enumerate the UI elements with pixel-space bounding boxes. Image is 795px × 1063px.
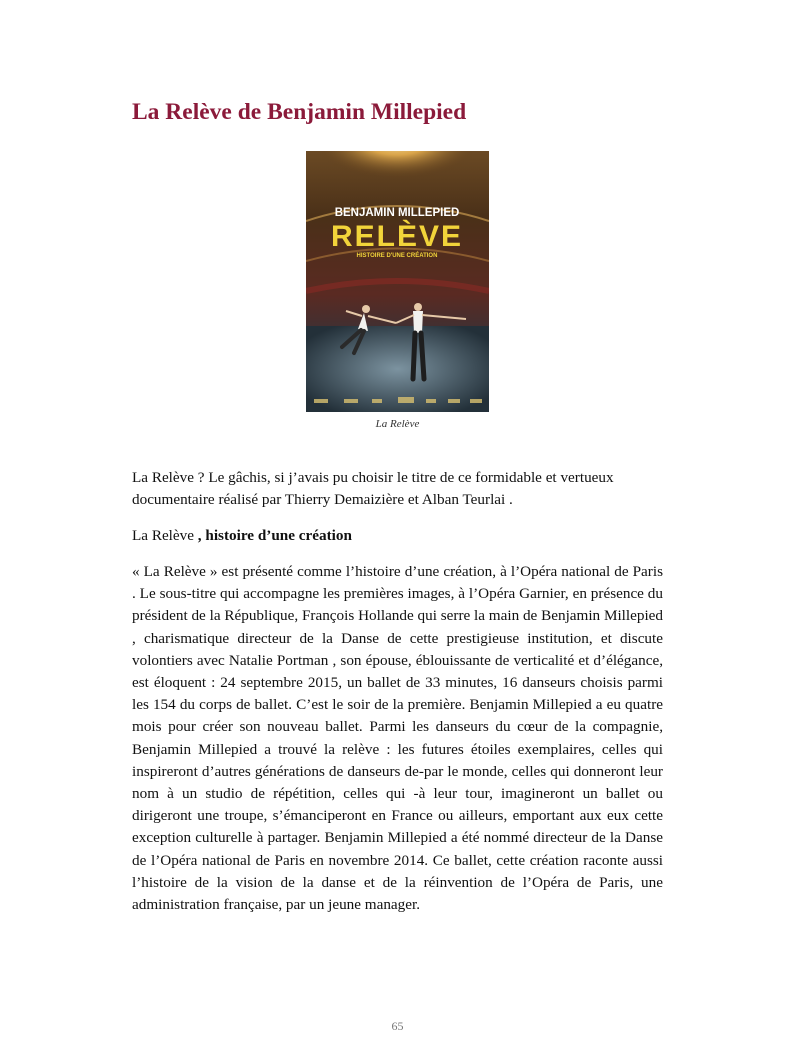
poster-director-text: BENJAMIN MILLEPIED	[334, 207, 460, 219]
film-poster-image	[306, 151, 489, 412]
poster-caption: La Relève	[375, 418, 420, 430]
page-title: La Relève de Benjamin Millepied	[132, 99, 467, 125]
poster-subtitle-text: HISTOIRE D'UNE CRÉATION	[356, 253, 438, 259]
page-number: 65	[391, 1019, 404, 1033]
section-heading-plain: La Relève	[132, 527, 198, 544]
section-heading	[132, 525, 663, 547]
paragraph-intro: La Relève ? Le gâchis, si j’avais pu choisir le titre de ce formidable et vertueux documentaire réalisé par Thierry Demaizière et Alban Teurlai .	[132, 469, 614, 509]
section-heading-bold: , histoire d’une création	[197, 527, 352, 544]
paragraph-body: « La Relève » est présenté comme l’histoire d’une création, à l’Opéra national de Paris . Le sous-titre qui accompagne les premières images, à l’Opéra Garnier, en présence du président de la République, François Hollande qui serre la main de Benjamin Millepied , charismatique directeur de la Danse de cette prestigieuse institution, et discute volontiers avec Natalie Portman , son épouse, éblouissante de verticalité et d’élégance, est éloquent : 24 septembre 2015, un ballet de 33 minutes, 16 danseurs choisis parmi les 154 du corps de ballet. C’est le soir de la première. Benjamin Millepied a eu quatre mois pour créer son nouveau ballet. Parmi les danseurs du cœur de la compagnie, Benjamin Millepied a trouvé la relève : les futures étoiles exemplaires, celles qui inspireront d’autres générations de danseurs de-par le monde, celles qui donneront leur nom à un studio de répétition, celles qui -à leur tour, imagineront un ballet ou dirigeront une troupe, s’émanciperont en France ou ailleurs, emportant aux eux cette exception culturelle à partager. Benjamin Millepied a été nommé directeur de la Danse de l’Opéra national de Paris en novembre 2014. Ce ballet, cette création raconte aussi l’histoire de la vision de la danse et de la réinvention de l’Opéra de Paris, une administration française, par un jeune manager.	[132, 563, 663, 914]
poster-film-title-text: RELÈVE	[330, 220, 464, 253]
